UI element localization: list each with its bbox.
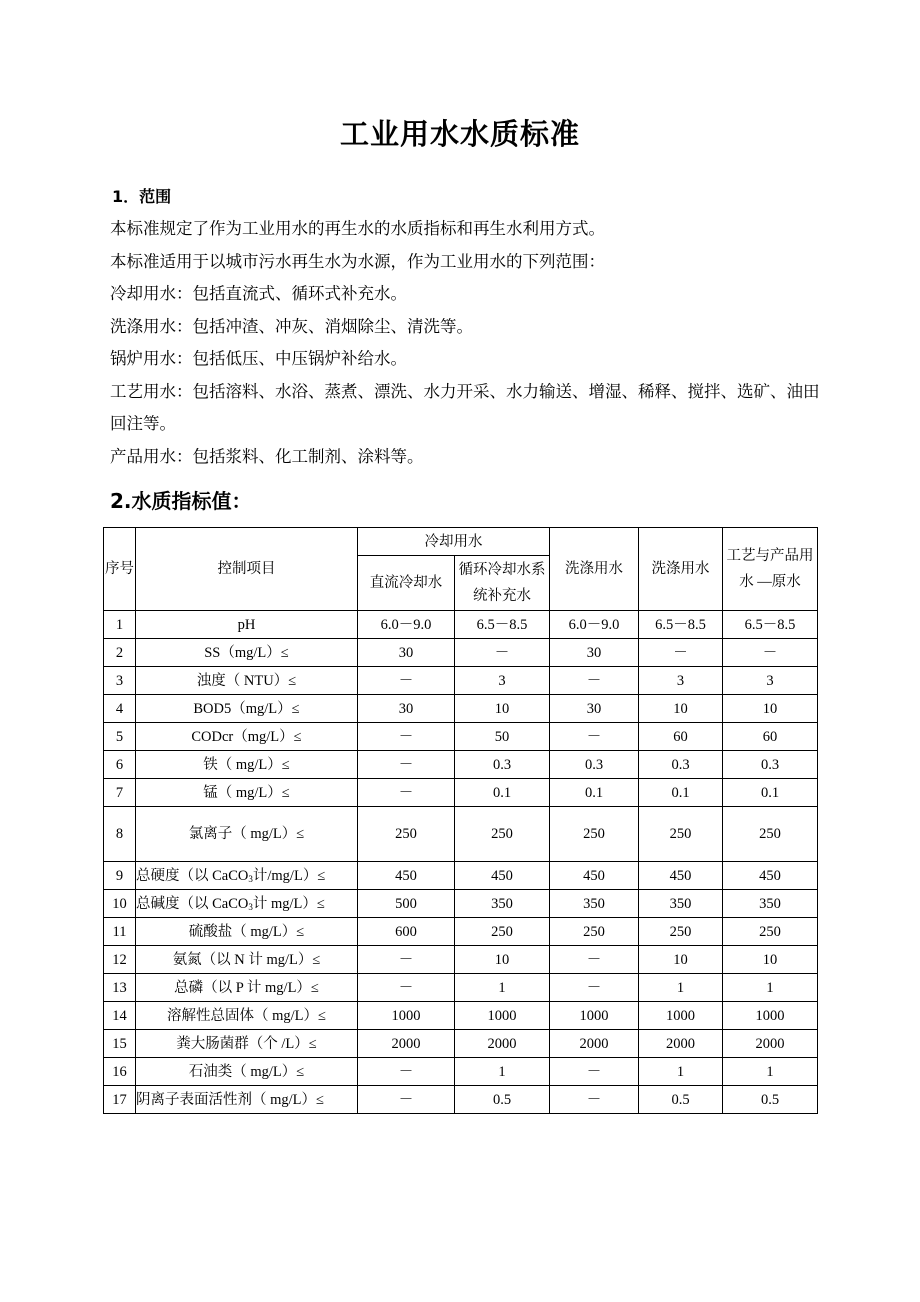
value-cell: － <box>550 723 639 751</box>
value-cell: 3 <box>455 667 550 695</box>
value-cell: 6.5－8.5 <box>455 611 550 639</box>
value-cell: 350 <box>639 890 723 918</box>
value-cell: 250 <box>723 918 818 946</box>
table-row <box>104 1086 818 1114</box>
control-item: SS（mg/L）≤ <box>136 639 358 667</box>
value-cell: 250 <box>639 918 723 946</box>
value-cell: 1 <box>639 974 723 1002</box>
value-cell: － <box>358 1058 455 1086</box>
control-item: 阴离子表面活性剂（ mg/L）≤ <box>136 1086 358 1114</box>
header-seq: 序号 <box>104 528 136 611</box>
value-cell: 1 <box>639 1058 723 1086</box>
value-cell: 1000 <box>550 1002 639 1030</box>
value-cell: 0.1 <box>639 779 723 807</box>
control-item: BOD5（mg/L）≤ <box>136 695 358 723</box>
value-cell: 1 <box>723 974 818 1002</box>
control-item: 铁（ mg/L）≤ <box>136 751 358 779</box>
value-cell: 50 <box>455 723 550 751</box>
value-cell: － <box>550 667 639 695</box>
value-cell: 10 <box>639 946 723 974</box>
control-item <box>136 862 358 890</box>
value-cell: 60 <box>639 723 723 751</box>
value-cell: 1 <box>455 1058 550 1086</box>
value-cell: 250 <box>455 807 550 862</box>
value-cell: － <box>358 667 455 695</box>
value-cell: 30 <box>358 639 455 667</box>
value-cell: － <box>455 639 550 667</box>
row-number: 7 <box>104 779 136 807</box>
subscript: 3 <box>248 873 253 884</box>
section-2-heading: 2.水质指标值： <box>110 489 252 513</box>
control-item: pH <box>136 611 358 639</box>
row-number: 12 <box>104 946 136 974</box>
value-cell: 0.3 <box>723 751 818 779</box>
value-cell: － <box>639 639 723 667</box>
value-cell: 250 <box>550 807 639 862</box>
row-number: 2 <box>104 639 136 667</box>
value-cell: 0.1 <box>723 779 818 807</box>
value-cell: 1000 <box>358 1002 455 1030</box>
paragraph: 产品用水：包括浆料、化工制剂、涂料等。 <box>110 446 424 466</box>
value-cell: 250 <box>358 807 455 862</box>
value-cell: － <box>550 1086 639 1114</box>
table-row <box>104 1002 818 1030</box>
paragraph: 冷却用水：包括直流式、循环式补充水。 <box>110 284 407 303</box>
value-cell: 0.1 <box>550 779 639 807</box>
value-cell: 30 <box>358 695 455 723</box>
value-cell: 10 <box>455 946 550 974</box>
header-cooling-group: 冷却用水 <box>358 528 550 556</box>
value-cell: 1000 <box>639 1002 723 1030</box>
value-cell: 250 <box>639 807 723 862</box>
paragraph: 本标准适用于以城市污水再生水为水源，作为工业用水的下列范围： <box>110 251 605 271</box>
row-number: 6 <box>104 751 136 779</box>
value-cell: 3 <box>639 667 723 695</box>
value-cell: 1 <box>455 974 550 1002</box>
value-cell: 250 <box>550 918 639 946</box>
value-cell: 0.1 <box>455 779 550 807</box>
table-row <box>104 779 818 807</box>
control-item: 氨氮（以 N 计 mg/L）≤ <box>136 946 358 974</box>
value-cell: 6.5－8.5 <box>723 611 818 639</box>
value-cell: 2000 <box>723 1030 818 1058</box>
row-number: 10 <box>104 890 136 918</box>
header-item: 控制项目 <box>136 528 358 611</box>
value-cell: 450 <box>639 862 723 890</box>
value-cell: － <box>550 974 639 1002</box>
value-cell: 350 <box>550 890 639 918</box>
table-body <box>104 611 818 1114</box>
table-row <box>104 890 818 918</box>
control-item-text: 计/mg/L）≤ <box>252 867 326 884</box>
value-cell: 0.3 <box>550 751 639 779</box>
value-cell: － <box>358 723 455 751</box>
value-cell: 3 <box>723 667 818 695</box>
value-cell: － <box>358 751 455 779</box>
table-row <box>104 946 818 974</box>
control-item-text: 计 mg/L）≤ <box>252 895 325 912</box>
paragraph: 洗涤用水：包括冲渣、冲灰、消烟除尘、清洗等。 <box>110 316 473 336</box>
row-number: 1 <box>104 611 136 639</box>
value-cell: 2000 <box>550 1030 639 1058</box>
value-cell: 600 <box>358 918 455 946</box>
control-item-text: 总碱度（以 CaCO <box>136 895 249 912</box>
table-row <box>104 695 818 723</box>
header-washing-1: 洗涤用水 <box>550 528 639 611</box>
control-item: 硫酸盐（ mg/L）≤ <box>136 918 358 946</box>
header-cooling-direct: 直流冷却水 <box>358 556 455 611</box>
table-row <box>104 918 818 946</box>
table-row <box>104 723 818 751</box>
value-cell: 10 <box>639 695 723 723</box>
row-number: 5 <box>104 723 136 751</box>
value-cell: 2000 <box>455 1030 550 1058</box>
value-cell: 6.0－9.0 <box>550 611 639 639</box>
table-row <box>104 667 818 695</box>
value-cell: 1000 <box>455 1002 550 1030</box>
table-row <box>104 751 818 779</box>
table-row <box>104 974 818 1002</box>
section-1-heading: 1．范围 <box>112 187 172 206</box>
row-number: 11 <box>104 918 136 946</box>
paragraph: 本标准规定了作为工业用水的再生水的水质指标和再生水利用方式。 <box>110 219 605 238</box>
value-cell: 450 <box>358 862 455 890</box>
value-cell: 10 <box>723 946 818 974</box>
value-cell: 2000 <box>358 1030 455 1058</box>
row-number: 15 <box>104 1030 136 1058</box>
value-cell: － <box>550 1058 639 1086</box>
value-cell: 6.5－8.5 <box>639 611 723 639</box>
row-number: 4 <box>104 695 136 723</box>
row-number: 16 <box>104 1058 136 1086</box>
paragraph: 工艺用水：包括溶料、水浴、蒸煮、漂洗、水力开采、水力输送、增湿、稀释、搅拌、选矿、油田回注等。 <box>110 381 820 433</box>
paragraph: 锅炉用水：包括低压、中压锅炉补给水。 <box>110 349 407 368</box>
page-title: 工业用水水质标准 <box>339 117 580 151</box>
table-row <box>104 1058 818 1086</box>
control-item-text: 总硬度（以 CaCO <box>136 867 249 884</box>
value-cell: 450 <box>723 862 818 890</box>
value-cell: 350 <box>723 890 818 918</box>
header-cooling-circ: 循环冷却水系统补充水 <box>455 556 550 611</box>
subscript: 3 <box>248 901 253 912</box>
value-cell: 10 <box>455 695 550 723</box>
value-cell: 450 <box>455 862 550 890</box>
table-row <box>104 611 818 639</box>
control-item: 锰（ mg/L）≤ <box>136 779 358 807</box>
value-cell: 30 <box>550 639 639 667</box>
value-cell: 1000 <box>723 1002 818 1030</box>
value-cell: － <box>358 946 455 974</box>
water-quality-table <box>103 527 818 1114</box>
value-cell: 0.5 <box>455 1086 550 1114</box>
row-number: 14 <box>104 1002 136 1030</box>
value-cell: 0.5 <box>723 1086 818 1114</box>
row-number: 9 <box>104 862 136 890</box>
control-item: CODcr（mg/L）≤ <box>136 723 358 751</box>
value-cell: － <box>550 946 639 974</box>
control-item: 石油类（ mg/L）≤ <box>136 1058 358 1086</box>
value-cell: 0.5 <box>639 1086 723 1114</box>
control-item: 浊度（ NTU）≤ <box>136 667 358 695</box>
value-cell: 250 <box>455 918 550 946</box>
value-cell: 6.0－9.0 <box>358 611 455 639</box>
header-process: 工艺与产品用水 —原水 <box>723 528 818 611</box>
value-cell: 450 <box>550 862 639 890</box>
control-item <box>136 890 358 918</box>
section-1-body <box>110 213 822 473</box>
table-row <box>104 807 818 862</box>
value-cell: 2000 <box>639 1030 723 1058</box>
value-cell: 1 <box>723 1058 818 1086</box>
value-cell: 350 <box>455 890 550 918</box>
value-cell: 10 <box>723 695 818 723</box>
table-row <box>104 639 818 667</box>
value-cell: 60 <box>723 723 818 751</box>
row-number: 13 <box>104 974 136 1002</box>
control-item: 氯离子（ mg/L）≤ <box>136 807 358 862</box>
header-washing-2: 洗涤用水 <box>639 528 723 611</box>
control-item: 粪大肠菌群（个 /L）≤ <box>136 1030 358 1058</box>
control-item: 总磷（以 P 计 mg/L）≤ <box>136 974 358 1002</box>
row-number: 8 <box>104 807 136 862</box>
table-row <box>104 862 818 890</box>
table-row <box>104 1030 818 1058</box>
value-cell: － <box>358 1086 455 1114</box>
row-number: 3 <box>104 667 136 695</box>
control-item: 溶解性总固体（ mg/L）≤ <box>136 1002 358 1030</box>
value-cell: － <box>358 779 455 807</box>
value-cell: － <box>358 974 455 1002</box>
row-number: 17 <box>104 1086 136 1114</box>
value-cell: 0.3 <box>639 751 723 779</box>
value-cell: 0.3 <box>455 751 550 779</box>
value-cell: 500 <box>358 890 455 918</box>
value-cell: － <box>723 639 818 667</box>
value-cell: 250 <box>723 807 818 862</box>
value-cell: 30 <box>550 695 639 723</box>
